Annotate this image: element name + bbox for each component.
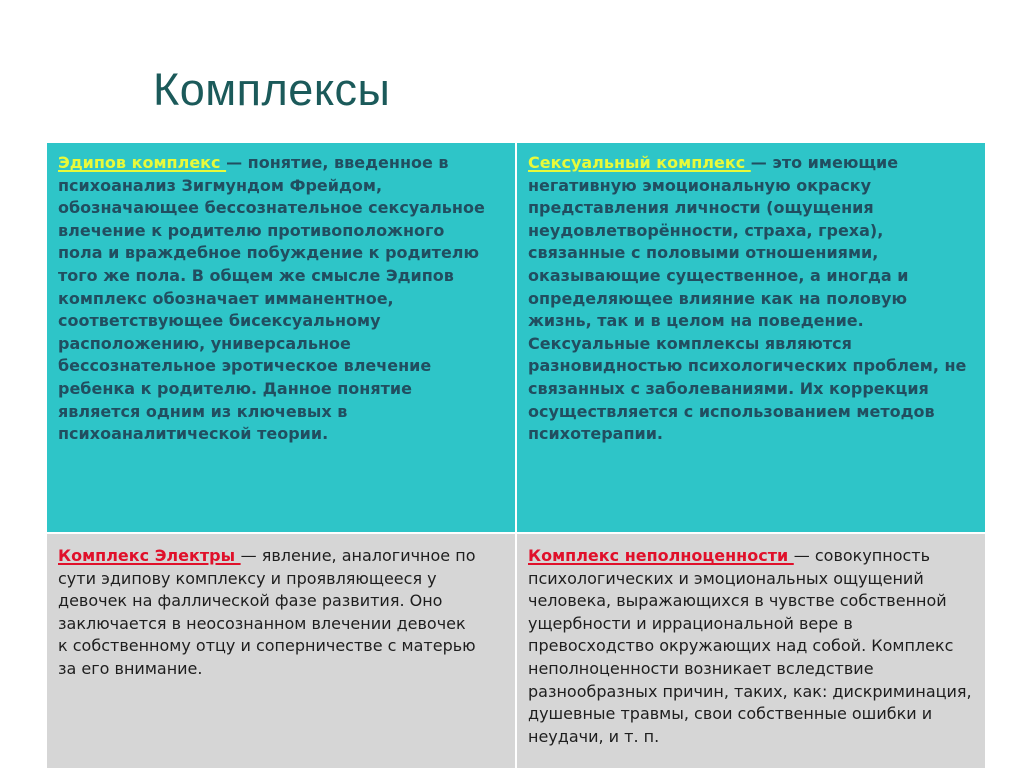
cell-oedipus-complex — [47, 143, 516, 532]
term-electra-complex: Комплекс Электры — [58, 546, 241, 565]
cell-inferiority-complex — [516, 532, 985, 768]
term-oedipus-complex: Эдипов комплекс — [58, 153, 227, 172]
definition-electra-complex: — явление, аналогичное по сути эдипову комплексу и проявляющееся у девочек на фаллической фазе развития. Оно заключается в неосознанном влечении девочек к собственному отцу и соперничестве с матерью за его внимание. — [58, 546, 476, 678]
definition-oedipus-complex: — понятие, введенное в психоанализ Зигмундом Фрейдом, обозначающее бессознательное сексуальное влечение к родителю противоположного пола и враждебное побуждение к родителю того же пола. В общем же смысле Эдипов комплекс обозначает имманентное, соответствующее бисексуальному расположению, универсальное бессознательное эротическое влечение ребенка к родителю. Данное понятие является одним из ключевых в психоаналитической теории. — [58, 153, 485, 444]
definition-sexual-complex: — это имеющие негативную эмоциональную окраску представления личности (ощущения неудовлетворённости, страха, греха), связанные с половыми отношениями, оказывающие существенное, а иногда и определяющее влияние как на половую жизнь, так и в целом на поведение. Сексуальные комплексы являются разновидностью психологических проблем, не связанных с заболеваниями. Их коррекция осуществляется с использованием методов психотерапии. — [528, 153, 967, 444]
complexes-table — [47, 143, 985, 768]
definition-inferiority-complex: — совокупность психологических и эмоциональных ощущений человека, выражающихся в чувстве собственной ущербности и иррациональной вере в превосходство окружающих над собой. Комплекс неполноценности возникает вследствие разнообразных причин, таких, как: дискриминация, душевные травмы, свои собственные ошибки и неудачи, и т. п. — [528, 546, 972, 746]
term-sexual-complex: Сексуальный комплекс — [528, 153, 751, 172]
page-title: Комплексы — [153, 64, 391, 115]
cell-electra-complex — [47, 532, 516, 768]
term-inferiority-complex: Комплекс неполноценности — [528, 546, 794, 565]
cell-sexual-complex — [516, 143, 985, 532]
